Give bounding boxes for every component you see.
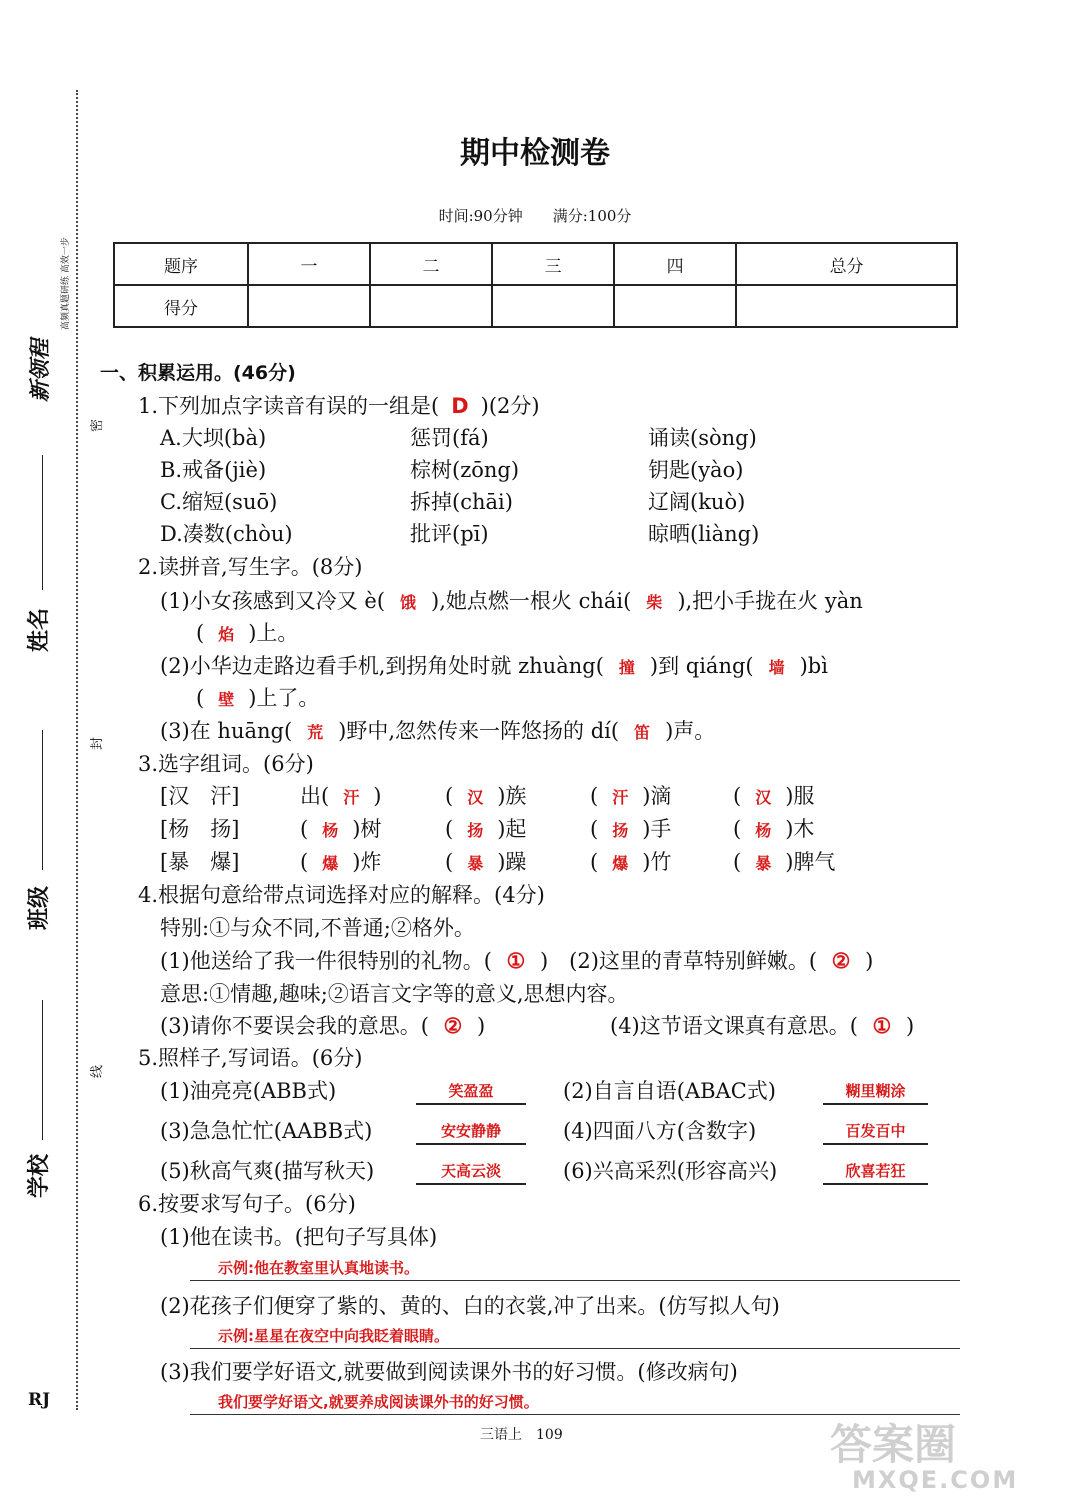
q3-text: ) [373, 784, 382, 808]
q3-text: 出( [300, 784, 330, 808]
seal-mark-xian: 线 [90, 1064, 105, 1078]
q2-text: ( [196, 621, 205, 645]
score-input-cell[interactable] [736, 285, 957, 327]
q3-answer: 汗 [343, 788, 360, 807]
q2-line4 [196, 682, 319, 712]
q2-text: )上了。 [248, 686, 320, 710]
q3-text: )服 [785, 784, 815, 808]
q3-stem: 3.选字组词。(6分) [138, 752, 314, 776]
q1-option-text: 批评(pī) [410, 522, 489, 546]
q4-text: (4)这节语文课真有意思。( [610, 1014, 858, 1038]
q3-pair: [暴 爆] [160, 850, 240, 874]
q3-answer: 汗 [612, 788, 629, 807]
q1-option-text: 辽阔(kuò) [648, 490, 746, 514]
page-footer: 三语上 109 [480, 1427, 563, 1443]
q3-item [445, 780, 526, 810]
q3-item [590, 846, 671, 876]
q1-option-text: C.缩短(suō) [160, 490, 278, 514]
score-input-cell[interactable] [248, 285, 370, 327]
q4-def2: 意思:①情趣,趣味;②语言文字等的意义,思想内容。 [160, 982, 629, 1006]
q2-stem: 2.读拼音,写生字。(8分) [138, 555, 363, 579]
q3-text: ( [445, 784, 454, 808]
q5-question: (4)四面八方(含数字) [563, 1119, 757, 1143]
class-label: 班级 [27, 885, 52, 930]
q3-answer: 杨 [755, 821, 772, 840]
q6-answer-line[interactable] [190, 1280, 960, 1281]
q4-answer: ① [872, 1013, 892, 1038]
q3-text: ( [300, 850, 309, 874]
q4-text: (1)他送给了我一件很特别的礼物。( [160, 949, 492, 973]
q2-answer: 壁 [218, 690, 235, 709]
q2-line1 [160, 585, 863, 615]
q1-option-c2 [410, 486, 513, 516]
q6-answer-line[interactable] [190, 1348, 960, 1349]
q3-text: ( [445, 817, 454, 841]
score-header-cell: 一 [248, 243, 370, 285]
q5-question: (6)兴高采烈(形容高兴) [563, 1159, 778, 1183]
q2-text: ),把小手拢在火 yàn [677, 589, 863, 613]
q3-text: ( [590, 817, 599, 841]
q4-text: ) (2)这里的青草特别鲜嫩。( [539, 949, 818, 973]
q2-text: )到 qiáng( [649, 654, 754, 678]
q3-text: ( [590, 784, 599, 808]
section-heading: 一、积累运用。(46分) [100, 362, 296, 384]
rj-mark: RJ [28, 1390, 51, 1410]
score-input-cell[interactable] [614, 285, 736, 327]
q1-option-text: 惩罚(fá) [410, 426, 489, 450]
q3-answer: 杨 [322, 821, 339, 840]
q2-answer: 焰 [218, 625, 235, 644]
q2-answer: 荒 [307, 723, 324, 742]
q1-option-d [160, 518, 293, 548]
score-input-cell[interactable] [370, 285, 492, 327]
q4-answer: ② [831, 948, 851, 973]
score-header-cell: 三 [492, 243, 614, 285]
q6-q3: (3)我们要学好语文,就要做到阅读课外书的好习惯。(修改病句) [160, 1360, 738, 1384]
q1-option-c [160, 486, 277, 516]
q5-question: (5)秋高气爽(描写秋天) [160, 1159, 375, 1183]
score-row-label: 得分 [114, 285, 248, 327]
q2-text: )上。 [248, 621, 299, 645]
q3-text: )脾气 [785, 850, 836, 874]
q3-text: ( [733, 817, 742, 841]
q4-line1 [160, 945, 873, 975]
q1-option-b3 [648, 454, 743, 484]
q2-text: (3)在 huāng( [160, 719, 293, 743]
q1-stem [138, 390, 540, 420]
score-header-cell: 二 [370, 243, 492, 285]
q3-answer: 扬 [467, 821, 484, 840]
score-input-cell[interactable] [492, 285, 614, 327]
score-header-cell: 题序 [114, 243, 248, 285]
q6-a3: 我们要学好语文,就要养成阅读课外书的好习惯。 [218, 1393, 539, 1411]
q3-item [445, 813, 526, 843]
q5-answer: 天高云淡 [416, 1160, 526, 1185]
q2-line3 [160, 650, 828, 680]
q5-answer: 笑盈盈 [416, 1080, 526, 1105]
q1-stem-a: 1.下列加点字读音有误的一组是( [138, 394, 440, 418]
q1-option-text: 钥匙(yào) [648, 458, 744, 482]
q3-answer: 汉 [467, 788, 484, 807]
q1-option-text: 棕树(zōng) [410, 458, 520, 482]
q3-pair: [杨 扬] [160, 817, 240, 841]
q1-option-a [160, 422, 266, 452]
q3-item [733, 813, 814, 843]
q5-question: (3)急急忙忙(AABB式) [160, 1119, 373, 1143]
school-field-line[interactable] [42, 1000, 43, 1140]
q3-item [733, 846, 835, 876]
q2-text: (1)小女孩感到又冷又 è( [160, 589, 386, 613]
q3-text: )木 [785, 817, 815, 841]
q3-pair: [汉 汗] [160, 784, 240, 808]
q5-answer: 百发百中 [823, 1120, 928, 1145]
q3-text: )手 [642, 817, 672, 841]
q3-text: )躁 [497, 850, 527, 874]
q1-option-d3 [648, 518, 759, 548]
q5-question: (2)自言自语(ABAC式) [563, 1079, 776, 1103]
q3-text: )炸 [352, 850, 382, 874]
q1-option-text: B.戒备(jiè) [160, 458, 267, 482]
q2-text: )声。 [665, 719, 716, 743]
q3-item [300, 780, 381, 810]
q6-a2: 示例:星星在夜空中向我眨着眼睛。 [218, 1327, 450, 1345]
brand-logo: 新领程 [28, 339, 52, 402]
q2-text: ( [196, 686, 205, 710]
q1-option-a2 [410, 422, 489, 452]
q3-text: )竹 [642, 850, 672, 874]
page-title: 期中检测卷 [460, 136, 610, 171]
q4-def1: 特别:①与众不同,不普通;②格外。 [160, 916, 475, 940]
q3-answer: 爆 [612, 854, 629, 873]
q1-option-text: A.大坝(bà) [160, 426, 267, 450]
q6-a1: 示例:他在教室里认真地读书。 [218, 1259, 419, 1277]
q3-text: ( [300, 817, 309, 841]
q3-answer: 扬 [612, 821, 629, 840]
score-header-cell: 四 [614, 243, 736, 285]
binding-dotted-line [76, 90, 78, 1410]
q2-text: )bì [799, 654, 828, 678]
q1-option-d2 [410, 518, 489, 548]
name-label: 姓名 [27, 607, 52, 652]
q1-option-text: 拆掉(chāi) [410, 490, 513, 514]
q1-option-b [160, 454, 266, 484]
q4-answer: ② [443, 1013, 463, 1038]
q3-answer: 爆 [322, 854, 339, 873]
q6-q1: (1)他在读书。(把句子写具体) [160, 1225, 438, 1249]
q5-question: (1)油亮亮(ABB式) [160, 1079, 337, 1103]
q1-option-c3 [648, 486, 745, 516]
q5-answer: 糊里糊涂 [823, 1080, 928, 1105]
q1-answer: D [451, 394, 469, 418]
q3-answer: 汉 [755, 788, 772, 807]
q5-answer: 欣喜若狂 [823, 1160, 928, 1185]
q2-line2 [196, 617, 298, 647]
q3-text: )滴 [642, 784, 672, 808]
q3-answer: 暴 [467, 854, 484, 873]
q3-text: ( [445, 850, 454, 874]
q2-answer: 笛 [634, 723, 651, 742]
seal-mark-feng: 封 [90, 736, 105, 750]
q1-option-a3 [648, 422, 757, 452]
q2-answer: 墙 [768, 658, 785, 677]
q3-text: )树 [352, 817, 382, 841]
q2-answer: 饿 [400, 593, 417, 612]
q3-item [590, 780, 671, 810]
q2-answer: 柴 [646, 593, 663, 612]
q2-answer: 撞 [618, 658, 635, 677]
q3-answer: 暴 [755, 854, 772, 873]
q6-q2: (2)花孩子们便穿了紫的、黄的、白的衣裳,冲了出来。(仿写拟人句) [160, 1294, 780, 1318]
q5-answer: 安安静静 [416, 1120, 526, 1145]
q4-answer: ① [506, 948, 526, 973]
q3-item [733, 780, 814, 810]
q4-text: ) [865, 949, 874, 973]
q4-stem: 4.根据句意给带点词选择对应的解释。(4分) [138, 883, 545, 907]
q2-text: (2)小华边走路边看手机,到拐角处时就 zhuàng( [160, 654, 604, 678]
watermark-url: MXQE.COM [852, 1466, 1019, 1494]
q1-option-text: 晾晒(liàng) [648, 522, 760, 546]
q3-item [590, 813, 671, 843]
q4-text: ) [476, 1014, 486, 1038]
q3-text: ( [590, 850, 599, 874]
school-label: 学校 [27, 1153, 52, 1198]
seal-mark-mi: 密 [90, 418, 105, 432]
q3-item [445, 846, 526, 876]
q2-text: ),她点燃一根火 chái( [431, 589, 632, 613]
q4-line2a [160, 1010, 485, 1040]
q3-text: )起 [497, 817, 527, 841]
q4-line2b [610, 1010, 914, 1040]
watermark-logo: 答案圈 [830, 1420, 957, 1469]
q4-text: ) [905, 1014, 915, 1038]
score-table [113, 242, 958, 328]
q1-option-text: D.凑数(chòu) [160, 522, 293, 546]
exam-meta: 时间:90分钟 满分:100分 [438, 207, 632, 225]
q3-item [300, 813, 381, 843]
q2-text: )野中,忽然传来一阵悠扬的 dí( [338, 719, 620, 743]
q3-text: )族 [497, 784, 527, 808]
class-field-line[interactable] [42, 730, 43, 870]
q4-text: (3)请你不要误会我的意思。( [160, 1014, 429, 1038]
q6-stem: 6.按要求写句子。(6分) [138, 1192, 356, 1216]
q1-option-b2 [410, 454, 519, 484]
q5-stem: 5.照样子,写词语。(6分) [138, 1046, 363, 1070]
q3-text: ( [733, 784, 742, 808]
q1-stem-b: )(2分) [480, 394, 540, 418]
q2-line5 [160, 715, 715, 745]
q1-option-text: 诵读(sòng) [648, 426, 757, 450]
brand-subtitle: 高频真题研练 高效一步 [61, 237, 71, 330]
q3-item [300, 846, 381, 876]
q3-text: ( [733, 850, 742, 874]
score-header-cell: 总分 [736, 243, 957, 285]
name-field-line[interactable] [42, 455, 43, 590]
